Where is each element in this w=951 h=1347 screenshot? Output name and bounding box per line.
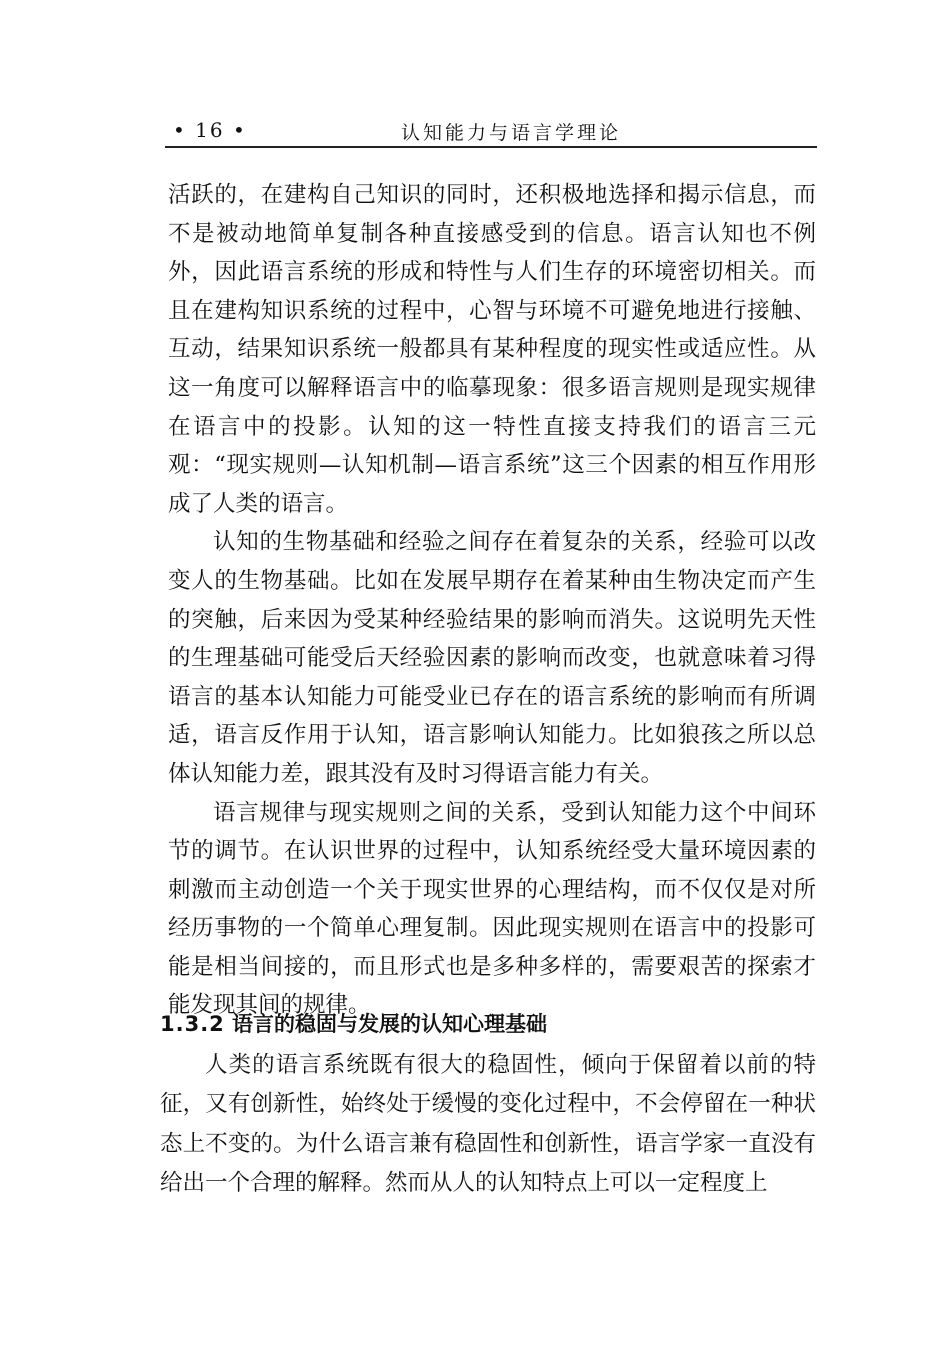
paragraph-continued: 活跃的，在建构自己知识的同时，还积极地选择和揭示信息，而不是被动地简单复制各种直接感受到的信息。语言认知也不例外，因此语言系统的形成和特性与人们生存的环境密切相关。而且在建构知识系统的过程中，心智与环境不可避免地进行接触、互动，结果知识系统一般都具有某种程度的现实性或适应性。从这一角度可以解释语言中的临摹现象：很多语言规则是现实规律在语言中的投影。认知的这一特性直接支持我们的语言三元观：“现实规则—认知机制—语言系统”这三个因素的相互作用形成了人类的语言。 <box>168 182 816 517</box>
section-title: 语言的稳固与发展的认知心理基础 <box>232 1012 547 1036</box>
running-header <box>165 112 817 148</box>
section-number: 1.3.2 <box>160 1012 225 1036</box>
section-paragraph: 人类的语言系统既有很大的稳固性，倾向于保留着以前的特征，又有创新性，始终处于缓慢的变化过程中，不会停留在一种状态上不变的。为什么语言兼有稳固性和创新性，语言学家一直没有给出一个合理的解释。然而从人的认知特点上可以一定程度上 <box>160 1052 816 1197</box>
book-title: 认知能力与语言学理论 <box>400 122 621 144</box>
body-text <box>168 176 816 1025</box>
section-1-3-2 <box>160 1004 816 1204</box>
paragraph-reality-rules: 语言规律与现实规则之间的关系，受到认知能力这个中间环节的调节。在认识世界的过程中，认知系统经受大量环境因素的刺激而主动创造一个关于现实世界的心理结构，而不仅仅是对所经历事物的一个简单心理复制。因此现实规则在语言中的投影可能是相当间接的，而且形式也是多种多样的，需要艰苦的探索才能发现其间的规律。 <box>168 799 816 1019</box>
paragraph-biological-basis: 认知的生物基础和经验之间存在着复杂的关系，经验可以改变人的生物基础。比如在发展早期存在着某种由生物决定而产生的突触，后来因为受某种经验结果的影响而消失。这说明先天性的生理基础可能受后天经验因素的影响而改变，也就意味着习得语言的基本认知能力可能受业已存在的语言系统的影响而有所调适，语言反作用于认知，语言影响认知能力。比如狼孩之所以总体认知能力差，跟其没有及时习得语言能力有关。 <box>168 529 816 787</box>
section-heading <box>160 1004 816 1044</box>
page-number: • 16 • <box>173 118 247 142</box>
